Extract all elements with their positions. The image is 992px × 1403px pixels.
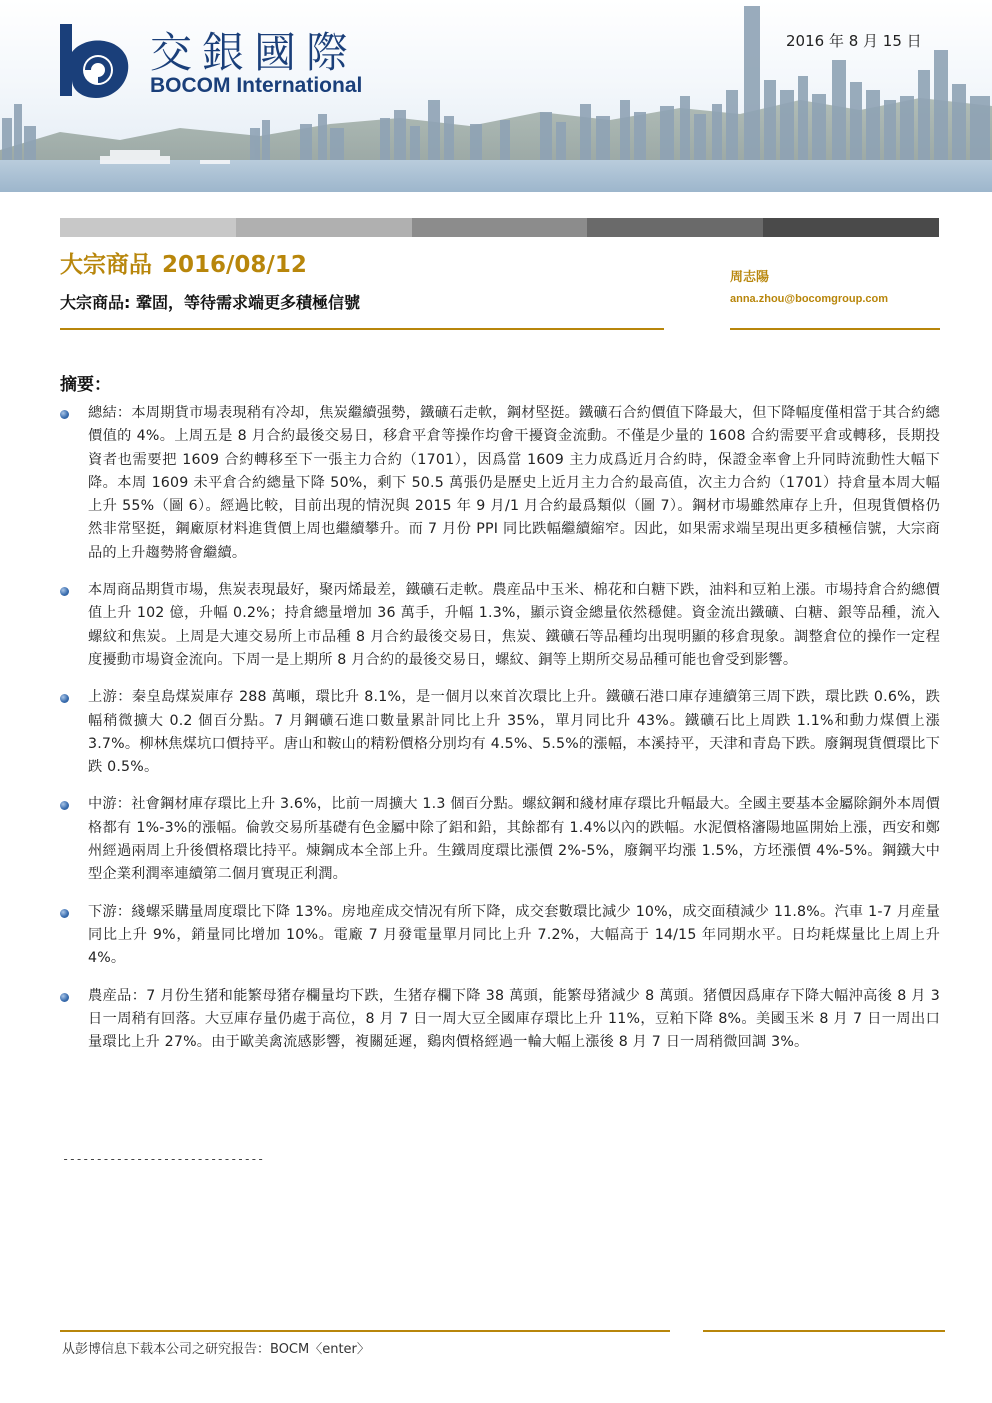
report-title-text: 大宗商品 <box>60 252 152 278</box>
summary-item-text: 本周商品期貨市場，焦炭表現最好，聚丙烯最差，鐵礦石走軟。農産品中玉米、棉花和白糖下跌，油料和豆粕上漲。市場持倉合約總價值上升 102 億，升幅 0.2%；持倉總量增加 36 萬手，升幅 1.3%，顯示資金總量依然穩健。資金流出鐵礦、白糖、銀等品種，流入螺紋和焦炭。上周是大連交易所上市品種 8 月合約最後交易日，焦炭、鐵礦石等品種均出現明顯的移倉現象。調整倉位的操作一定程度擾動市場資金流向。下周一是上期所 8 月合約的最後交易日，螺紋、銅等上期所交易品種可能也會受到影響。 <box>88 582 940 668</box>
title-divider-right <box>730 328 940 330</box>
summary-list <box>58 402 940 1068</box>
summary-item-text: 農産品：7 月份生猪和能繁母猪存欄量均下跌，生猪存欄下降 38 萬頭，能繁母猪減少 8 萬頭。猪價因爲庫存下降大幅沖高後 8 月 3 日一周稍有回落。大豆庫存量仍處于高位，8 月 7 日一周大豆全國庫存環比上升 11%，豆粕下降 8%。美國玉米 8 月 7 日一周出口量環比上升 27%。由于歐美禽流感影響，複關延遲，鷄肉價格經過一輪大幅上漲後 8 月 7 日一周稍微回調 3%。 <box>88 987 940 1051</box>
bullet-icon <box>60 993 69 1002</box>
stripe-1 <box>60 218 236 237</box>
header-stripes <box>60 218 939 237</box>
header-banner <box>0 0 992 192</box>
bullet-icon <box>60 694 69 703</box>
stripe-2 <box>236 218 412 237</box>
bullet-icon <box>60 801 69 810</box>
summary-item <box>58 793 940 886</box>
footer-divider-right <box>703 1330 945 1332</box>
bullet-icon <box>60 587 69 596</box>
report-date: 2016 年 8 月 15 日 <box>786 32 922 50</box>
summary-item <box>58 985 940 1055</box>
report-title-date: 2016/08/12 <box>162 252 307 278</box>
analyst-email[interactable]: anna.zhou@bocomgroup.com <box>730 293 889 305</box>
summary-item-text: 中游：社會鋼材庫存環比上升 3.6%，比前一周擴大 1.3 個百分點。螺紋鋼和綫材庫存環比升幅最大。全國主要基本金屬除銅外本周價格都有 1%-3%的漲幅。倫敦交易所基礎有色金屬中除了鋁和鉛，其餘都有 1.4%以內的跌幅。水泥價格瀋陽地區開始上漲，西安和鄭州經過兩周上升後價格環比持平。煉鋼成本全部上升。生鐵周度環比漲價 2%-5%，廢鋼平均漲 1.5%，方坯漲價 4%-5%。鋼鐵大中型企業利潤率連續第二個月實現正利潤。 <box>88 796 940 883</box>
footer-divider-left <box>60 1330 670 1332</box>
summary-item-text: 上游：秦皇島煤炭庫存 288 萬噸，環比升 8.1%，是一個月以來首次環比上升。鐵礦石港口庫存連續第三周下跌，環比跌 0.6%，跌幅稍微擴大 0.2 個百分點。7 月鋼礦石進口數量累計同比上升 35%，單月同比升 43%。鐵礦石比上周跌 1.1%和動力煤價上漲 3.7%。柳林焦煤坑口價持平。唐山和鞍山的精粉價格分別均有 4.5%、5.5%的漲幅，本溪持平，天津和青島下跌。廢鋼現貨價環比下跌 0.5%。 <box>88 689 940 776</box>
company-logo <box>54 22 414 102</box>
logo-chinese-name: 交銀國際 <box>150 28 359 77</box>
summary-item <box>58 901 940 971</box>
bocom-logo-icon <box>54 22 134 102</box>
summary-item-text: 總結：本周期貨市場表現稍有冷却，焦炭繼續强勢，鐵礦石走軟，鋼材堅挺。鐵礦石合約價值下降最大，但下降幅度僅相當于其合約總價值的 4%。上周五是 8 月合約最後交易日，移倉平倉等操作均會干擾資金流動。不僅是少量的 1608 合約需要平倉或轉移，長期投資者也需要把 1609 合約轉移至下一張主力合約（1701），因爲當 1609 主力成爲近月合約時，保證金率會上升同時流動性大幅下降。本周 1609 未平倉合約總量下降 50%，剩下 50.5 萬張仍是歷史上近月主力合約最高值，次主力合約（1701）持倉量本周大幅上升 55%（圖 6）。經過比較，目前出現的情況與 2015 年 9 月/1 月合約最爲類似（圖 7）。鋼材市場雖然庫存上升，但現貨價格仍然非常堅挺，鋼廠原材料進貨價上周也繼續攀升。而 7 月份 PPI 同比跌幅繼續縮窄。因此，如果需求端呈現出更多積極信號，大宗商品的上升趨勢將會繼續。 <box>88 405 940 561</box>
stripe-4 <box>587 218 763 237</box>
footer-bloomberg-note: 从彭博信息下载本公司之研究报告：BOCM〈enter〉 <box>62 1342 370 1357</box>
stripe-5 <box>763 218 939 237</box>
footnote-separator: ------------------------------ <box>62 1152 264 1166</box>
report-title <box>60 246 307 279</box>
title-divider-left <box>60 328 664 330</box>
summary-heading: 摘要： <box>60 375 111 395</box>
summary-item <box>58 686 940 779</box>
bullet-icon <box>60 909 69 918</box>
summary-item-text: 下游：綫螺采購量周度環比下降 13%。房地産成交情况有所下降，成交套數環比減少 10%，成交面積減少 11.8%。汽車 1-7 月産量同比上升 9%，銷量同比增加 10%。電廠 7 月發電量單月同比上升 7.2%，大幅高于 14/15 年同期水平。日均耗煤量比上周上升 4%。 <box>88 903 940 967</box>
summary-item <box>58 579 940 672</box>
report-subtitle: 大宗商品: 鞏固，等待需求端更多積極信號 <box>60 293 360 312</box>
stripe-3 <box>412 218 588 237</box>
analyst-name: 周志陽 <box>730 270 770 285</box>
summary-item <box>58 402 940 565</box>
bullet-icon <box>60 410 69 419</box>
logo-english-name: BOCOM International <box>150 74 363 97</box>
